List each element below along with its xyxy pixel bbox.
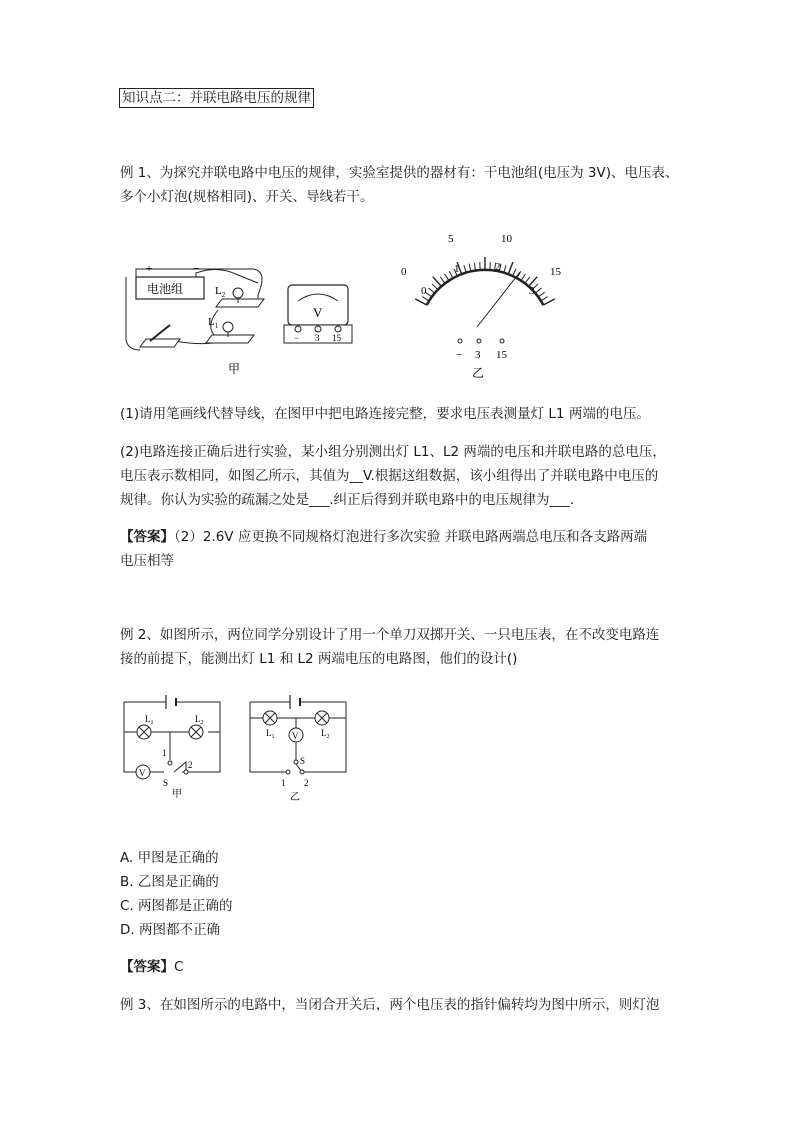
battery-minus: − [193, 263, 200, 275]
terminal-label: 3 [315, 333, 320, 343]
answer-text: （2）2.6V 应更换不同规格灯泡进行多次实验 并联电路两端总电压和各支路两端 [174, 529, 648, 545]
inner-tick-label: 3 [529, 285, 535, 297]
switch-label: S [300, 756, 306, 766]
l1-bulb [223, 322, 233, 332]
ex2-answer [120, 957, 183, 977]
battery-plus: + [146, 263, 153, 275]
ex1-text-line2: 多个小灯泡(规格相同)、开关、导线若干。 [120, 189, 374, 205]
outer-tick-label: 0 [401, 266, 407, 278]
fig-caption-yi: 乙 [290, 792, 300, 803]
l1-label: $L_1$ [208, 316, 219, 330]
l1-board [206, 335, 254, 343]
switch-terminal-2: 2 [304, 778, 309, 788]
terminal-label: 15 [496, 349, 507, 361]
ex2-circuit-jia [118, 690, 228, 800]
ex1-answer-line2: 电压相等 [120, 553, 174, 569]
outer-tick-label: 5 [448, 233, 454, 245]
terminal-label: − [456, 349, 463, 361]
ex2-text-line1: 例 2、如图所示，两位同学分别设计了用一个单刀双掷开关、一只电压表，在不改变电路连 [120, 627, 660, 643]
switch-terminal-1: 1 [162, 748, 167, 758]
svg-text:V: V [292, 731, 299, 741]
fig-caption-jia: 甲 [172, 789, 182, 800]
switch-terminal-1: 1 [281, 778, 286, 788]
answer-tag: 【答案】 [120, 959, 174, 975]
terminal-label: 15 [332, 333, 341, 343]
ex1-answer-line1 [120, 527, 647, 547]
dial-arc [427, 270, 544, 305]
ex1-meter-dial-figure [395, 228, 575, 383]
fig-caption-jia: 甲 [228, 362, 241, 376]
switch-label: S [163, 778, 169, 788]
dial-tick [415, 299, 427, 305]
ex2-option-c: C. 两图都是正确的 [120, 898, 233, 914]
outer-tick-label: 10 [501, 233, 512, 245]
l2-board [216, 299, 264, 307]
l2-label: $L_2$ [215, 285, 226, 299]
voltmeter-letter: V [313, 305, 323, 320]
wire [196, 269, 258, 283]
dial-tick-marks [415, 257, 555, 305]
ex1-apparatus-figure [118, 255, 368, 380]
ex1-question-2-line3: 规律。你认为实验的疏漏之处是___.纠正后得到并联电路中的电压规律为___. [120, 492, 575, 508]
inner-tick-label: 0 [421, 285, 427, 297]
inner-tick-label: 2 [495, 261, 501, 273]
answer-tag: 【答案】 [120, 529, 174, 545]
ex1-question-1: (1)请用笔画线代替导线，在图甲中把电路连接完整，要求电压表测量灯 L1 两端的电压。 [120, 406, 650, 422]
l1-label: $L_1$ [145, 714, 154, 726]
ex1-question-2-line2: 电压表示数相同，如图乙所示，其值为__V.根据这组数据，该小组得出了并联电路中电压的 [120, 468, 659, 484]
l2-label: $L_2$ [321, 728, 330, 740]
ex2-option-d: D. 两图都不正确 [120, 922, 220, 938]
answer-text: C [174, 959, 184, 975]
terminal-label: 3 [475, 349, 481, 361]
dial-tick [543, 299, 555, 305]
ex2-text-line2: 接的前提下，能测出灯 L1 和 L2 两端电压的电路图，他们的设计() [120, 651, 518, 667]
svg-text:V: V [139, 768, 146, 778]
l2-bulb [233, 288, 243, 298]
meter-needle [477, 272, 520, 327]
ex2-option-b: B. 乙图是正确的 [120, 874, 219, 890]
ex1-text-line1: 例 1、为探究并联电路中电压的规律，实验室提供的器材有：干电池组(电压为 3V)、电压表、 [120, 165, 679, 181]
inner-tick-label: 1 [454, 263, 460, 275]
fig-caption-yi: 乙 [472, 366, 485, 380]
ex2-circuit-yi [246, 690, 356, 805]
l2-label: $L_2$ [195, 714, 204, 726]
switch-base [140, 339, 180, 347]
l1-label: $L_1$ [266, 728, 275, 740]
switch-terminal-2: 2 [188, 760, 193, 770]
battery-label: 电池组 [147, 282, 184, 296]
section-heading: 知识点二：并联电路电压的规律 [119, 88, 314, 108]
ex3-text-line1: 例 3、在如图所示的电路中，当闭合开关后，两个电压表的指针偏转均为图中所示，则灯泡 [120, 997, 660, 1013]
ex2-option-a: A. 甲图是正确的 [120, 850, 219, 866]
ex1-question-2-line1: (2)电路连接正确后进行实验，某小组分别测出灯 L1、L2 两端的电压和并联电路的总电压， [120, 444, 666, 460]
outer-tick-label: 15 [550, 266, 561, 278]
dial-tick [433, 277, 442, 287]
dial-tick [508, 262, 513, 274]
terminal-label: − [294, 333, 300, 343]
